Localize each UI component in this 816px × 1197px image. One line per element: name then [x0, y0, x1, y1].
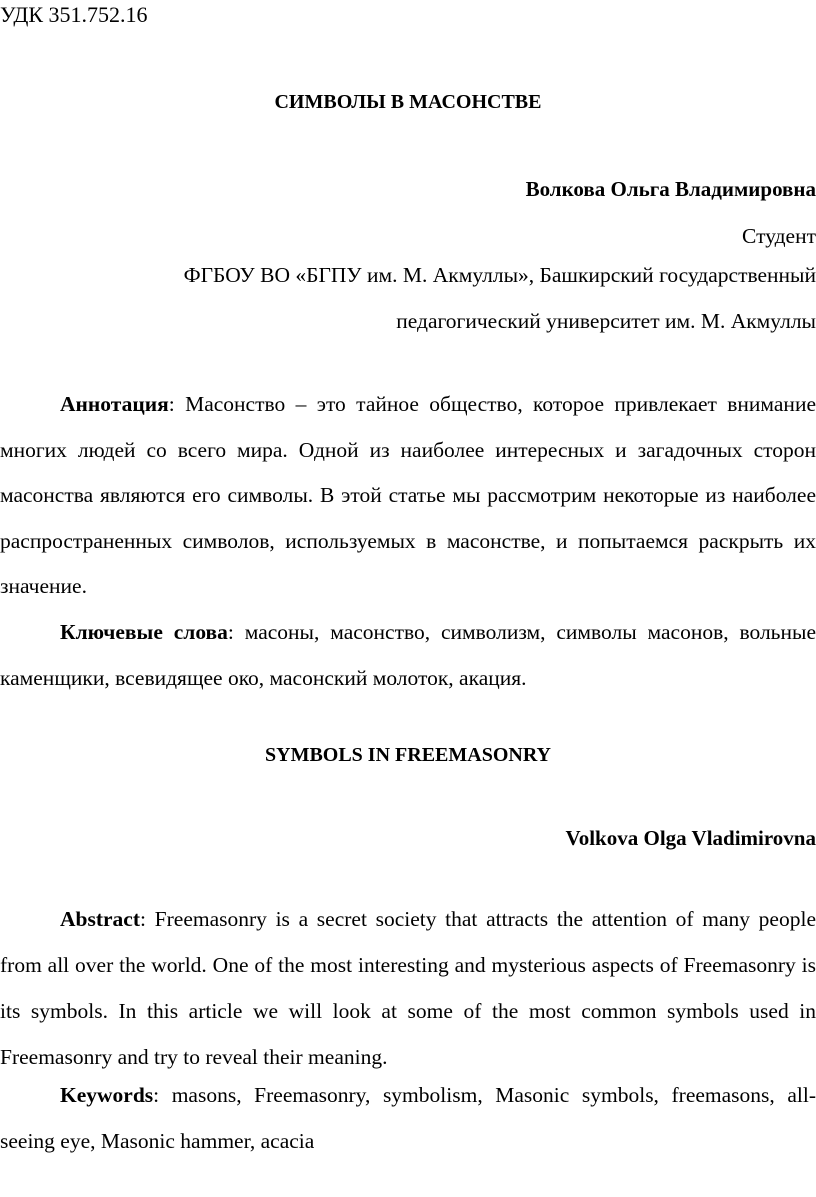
- en-keywords-text: : masons, Freemasonry, symbolism, Masonic symbols, freemasons, all-seeing eye, Masonic hammer, acacia: [0, 1083, 816, 1153]
- en-abstract-label: Abstract: [60, 907, 141, 931]
- ru-keywords-label: Ключевые слова: [60, 620, 228, 644]
- ru-affiliation-line-1: ФГБОУ ВО «БГПУ им. М. Акмуллы», Башкирский государственный: [183, 263, 816, 287]
- en-keywords-label: Keywords: [60, 1083, 154, 1107]
- ru-abstract-label: Аннотация: [60, 392, 169, 416]
- en-abstract: [0, 896, 816, 1080]
- ru-abstract-text: : Масонство – это тайное общество, которое привлекает внимание многих людей со всего мира. Одной из наиболее интересных и загадочных сторон масонства являются его символы. В этой статье мы рассмотрим некоторые из наиболее распространенных символов, используемых в масонстве, и попытаемся раскрыть их значение.: [0, 392, 816, 598]
- en-title: SYMBOLS IN FREEMASONRY: [265, 744, 551, 766]
- ru-title: СИМВОЛЫ В МАСОНСТВЕ: [274, 91, 542, 113]
- ru-author-name: Волкова Ольга Владимировна: [525, 177, 816, 201]
- ru-abstract: [0, 382, 816, 610]
- ru-affiliation-line-2: педагогический университет им. М. Акмуллы: [396, 309, 816, 333]
- ru-author-role: Студент: [742, 224, 816, 248]
- en-keywords: [0, 1072, 816, 1164]
- en-author-name: Volkova Olga Vladimirovna: [565, 826, 816, 850]
- ru-keywords-text: : масоны, масонство, символизм, символы масонов, вольные каменщики, всевидящее око, масонский молоток, акация.: [0, 620, 816, 690]
- en-abstract-text: : Freemasonry is a secret society that attracts the attention of many people from all over the world. One of the most interesting and mysterious aspects of Freemasonry is its symbols. In this article we will look at some of the most common symbols used in Freemasonry and try to reveal their meaning.: [0, 907, 816, 1069]
- ru-keywords: [0, 610, 816, 701]
- udk-code: УДК 351.752.16: [0, 2, 148, 27]
